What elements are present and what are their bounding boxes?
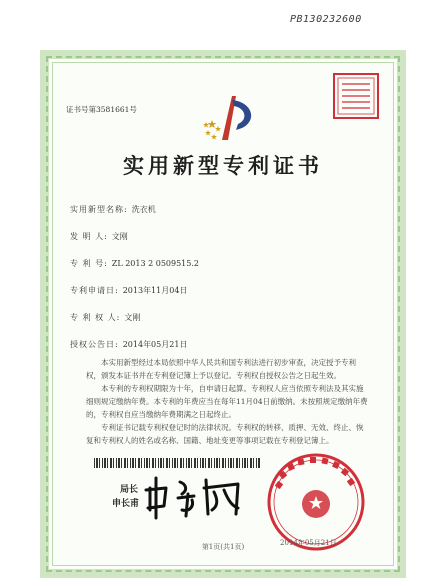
field-value: ZL 2013 2 0509515.2 (111, 259, 199, 268)
field-patent-number (70, 258, 199, 269)
field-name (70, 204, 156, 215)
field-label: 专 利 号: (70, 259, 108, 268)
field-value: 文刚 (111, 232, 128, 241)
field-value: 洗衣机 (131, 205, 156, 214)
patent-certificate (40, 50, 406, 578)
field-value: 2013年11月04日 (122, 286, 188, 295)
certificate-number: 证书号第3581661号 (66, 105, 137, 114)
field-label: 专利申请日: (70, 286, 119, 295)
top-red-stamp (332, 72, 380, 120)
seal-date: 2014年05月21日 (280, 539, 337, 547)
field-application-date (70, 285, 187, 296)
body-paragraph-2: 本专利的专利权期限为十年，自申请日起算。专利权人应当依照专利法及其实施细则规定缴纳年费。本专利的年费应当在每年11月04日前缴纳。未按照规定缴纳年费的，专利权自应当缴纳年费期满之日起终止。 (86, 384, 368, 419)
field-grant-date (70, 339, 187, 350)
barcode (94, 458, 262, 468)
director-name: 申长甫 (112, 499, 140, 509)
body-paragraph-1: 本实用新型经过本局依照中华人民共和国专利法进行初步审查，决定授予专利权，颁发本证书并在专利登记簿上予以登记。专利权自授权公告之日起生效。 (86, 358, 356, 380)
field-inventor (70, 231, 128, 242)
director-label: 局长 (120, 485, 139, 495)
field-label: 发 明 人: (70, 232, 108, 241)
patent-office-logo (202, 90, 264, 148)
field-value: 文刚 (124, 313, 141, 322)
certificate-body (86, 352, 368, 447)
field-label: 实用新型名称: (70, 205, 128, 214)
field-label: 授权公告日: (70, 340, 119, 349)
handwritten-note: PB130232600 (290, 14, 362, 25)
body-paragraph-3: 专利证书记载专利权登记时的法律状况。专利权的转移、质押、无效、终止、恢复和专利权人的姓名或名称、国籍、地址变更等事项记载在专利登记簿上。 (86, 423, 364, 445)
certificate-title: 实用新型专利证书 (123, 153, 323, 178)
field-value: 2014年05月21日 (122, 340, 188, 349)
handwritten-signature (142, 470, 252, 522)
page-footer: 第1页(共1页) (201, 543, 245, 551)
field-patentee (70, 312, 140, 323)
field-label: 专 利 权 人: (70, 313, 121, 322)
official-red-seal (266, 452, 366, 552)
